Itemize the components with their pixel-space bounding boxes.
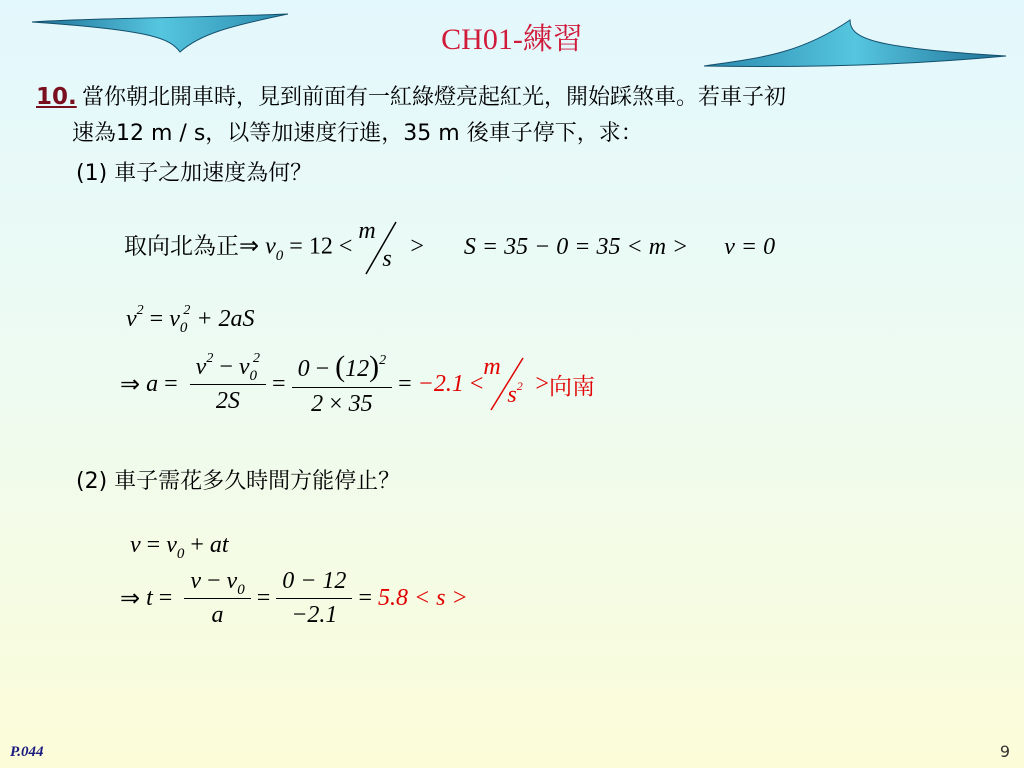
question-part1: (1) 車子之加速度為何？ xyxy=(76,161,313,186)
question-number: 10. xyxy=(36,84,77,110)
fraction-kinematic: $\frac{v^2 - v_0^2}{2S}$ xyxy=(190,354,266,415)
fraction-time-symbolic: $\frac{v - v_0}{a}$ xyxy=(184,568,250,629)
solution2-line1: $v = v_0$ + at xyxy=(130,532,229,562)
question-part2: (2) 車子需花多久時間方能停止？ xyxy=(76,469,401,494)
fraction-slash-icon xyxy=(358,218,404,278)
direction-prefix: 取向北為正 xyxy=(124,233,239,260)
solution1-line2: $v^2 = v_0^2 + 2aS$ xyxy=(126,303,255,336)
direction-result: 向南 xyxy=(548,373,595,400)
final-velocity: v = 0 xyxy=(724,233,776,260)
page-number: 9 xyxy=(999,742,1010,761)
solution1-line1: 取向北為正⇒ $v_0 = 12$ < m s > S = 35 − 0 = 35 < m > v = 0 xyxy=(124,218,775,278)
solution1-line3: ⇒ a = $\frac{v^2 - v_0^2}{2S}$ = $\frac{0 - (12)^2}{2 \times 35}$ = −2.1 < m $s^2$ > 向南 xyxy=(120,350,595,417)
unit-m-per-s2: m $s^2$ xyxy=(483,354,535,414)
question-text-line2: 速為12 m / s，以等加速度行進，35 m 後車子停下，求： xyxy=(72,121,643,146)
fraction-time-numeric: $\frac{0 - 12}{-2.1}$ xyxy=(276,568,352,629)
acceleration-result: −2.1 xyxy=(417,370,464,397)
slide-title: CH01-練習 xyxy=(441,23,583,56)
solution2-line2: ⇒ t = $\frac{v - v_0}{a}$ = $\frac{0 - 12}{-2.1}$ = 5.8 < s > xyxy=(120,568,468,628)
page-reference: P.044 xyxy=(10,744,44,760)
question-text-line1: 當你朝北開車時，見到前面有一紅綠燈亮起紅光，開始踩煞車。若車子初 xyxy=(82,85,787,110)
unit-m-per-s: m s xyxy=(358,218,404,278)
time-result: 5.8 < s > xyxy=(377,585,468,611)
displacement-expression: S = 35 − 0 = 35 < m > xyxy=(463,233,689,260)
fraction-numeric: $\frac{0 - (12)^2}{2 \times 35}$ xyxy=(292,350,393,418)
